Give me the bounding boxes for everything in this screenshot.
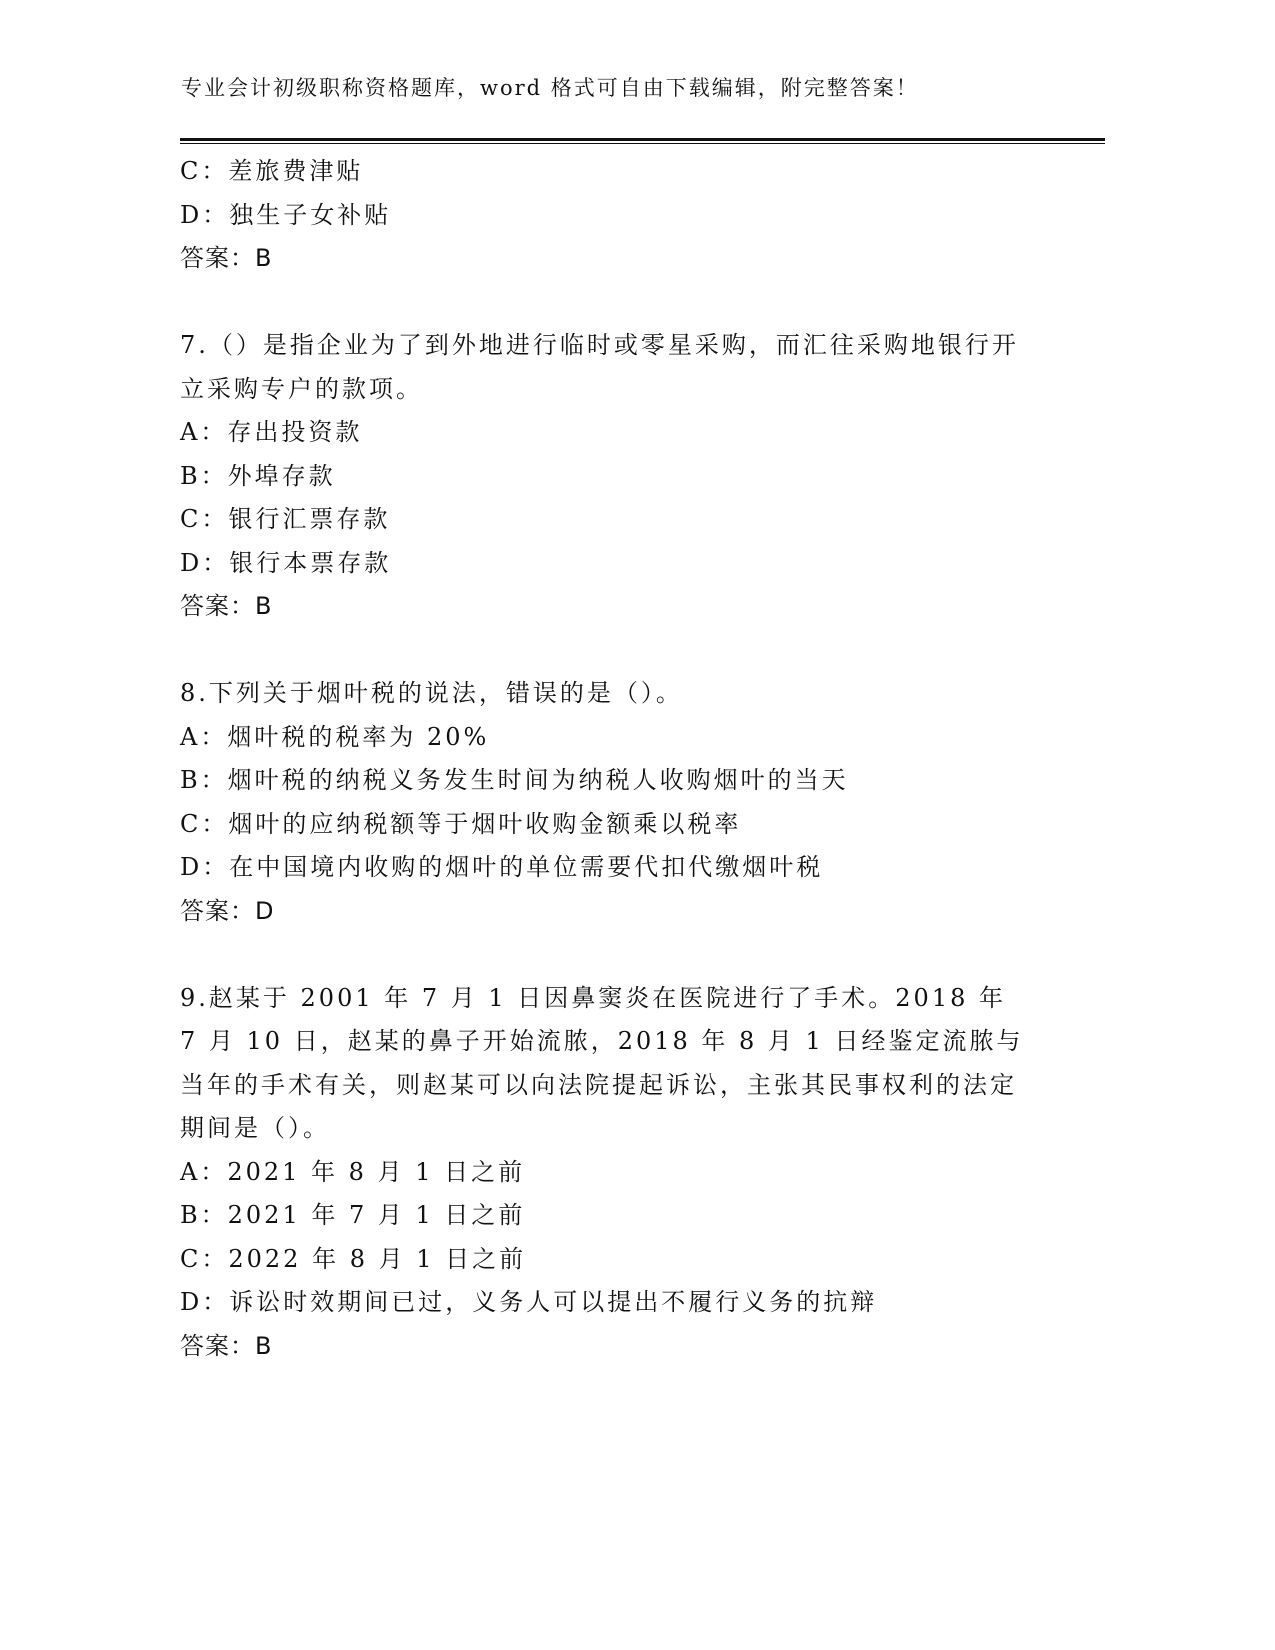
q8-stem: 8.下列关于烟叶税的说法，错误的是（）。: [180, 679, 683, 707]
q9-stem: 9.赵某于 2001 年 7 月 1 日因鼻窦炎在医院进行了手术。2018 年 7 月 10 日，赵某的鼻子开始流脓，2018 年 8 月 1 日经鉴定流脓与当年的手术有关，则赵某可以向法院提起诉讼，主张其民事权利的法定期间是（）。: [180, 983, 1024, 1142]
q9-option-a: A：2021 年 8 月 1 日之前: [180, 1157, 526, 1186]
question-content: [180, 150, 1040, 1368]
q7-answer: 答案：B: [180, 592, 273, 620]
q6-option-d: D：独生子女补贴: [180, 200, 392, 229]
header-divider-thick: [180, 138, 1105, 141]
q9-option-c: C：2022 年 8 月 1 日之前: [180, 1244, 527, 1273]
q7-stem: 7.（）是指企业为了到外地进行临时或零星采购，而汇往采购地银行开立采购专户的款项。: [180, 331, 1019, 403]
q7-option-c: C：银行汇票存款: [180, 505, 391, 533]
q7-option-b: B：外埠存款: [180, 461, 336, 490]
q8-option-d: D：在中国境内收购的烟叶的单位需要代扣代缴烟叶税: [180, 853, 824, 881]
q8-option-b: B：烟叶税的纳税义务发生时间为纳税人收购烟叶的当天: [180, 766, 849, 794]
q6-answer: 答案：B: [180, 244, 273, 272]
q8-answer: 答案：D: [180, 896, 275, 925]
question-7: [180, 324, 1040, 629]
question-6-tail: [180, 150, 1040, 281]
header-divider-thin: [180, 143, 1105, 144]
spacer: [180, 933, 1040, 977]
page-header: 专业会计初级职称资格题库，word 格式可自由下载编辑，附完整答案！: [181, 76, 919, 100]
question-9: [180, 977, 1040, 1369]
q8-option-a: A：烟叶税的税率为 20%: [180, 722, 490, 751]
q9-option-d: D：诉讼时效期间已过，义务人可以提出不履行义务的抗辩: [180, 1288, 878, 1316]
q6-option-c: C：差旅费津贴: [180, 157, 364, 185]
question-8: [180, 672, 1040, 933]
q9-answer: 答案：B: [180, 1331, 273, 1360]
q8-option-c: C：烟叶的应纳税额等于烟叶收购金额乘以税率: [180, 809, 742, 838]
q7-option-a: A：存出投资款: [180, 418, 363, 446]
q7-option-d: D：银行本票存款: [180, 548, 392, 577]
q9-option-b: B：2021 年 7 月 1 日之前: [180, 1201, 526, 1229]
spacer: [180, 281, 1040, 325]
spacer: [180, 629, 1040, 673]
